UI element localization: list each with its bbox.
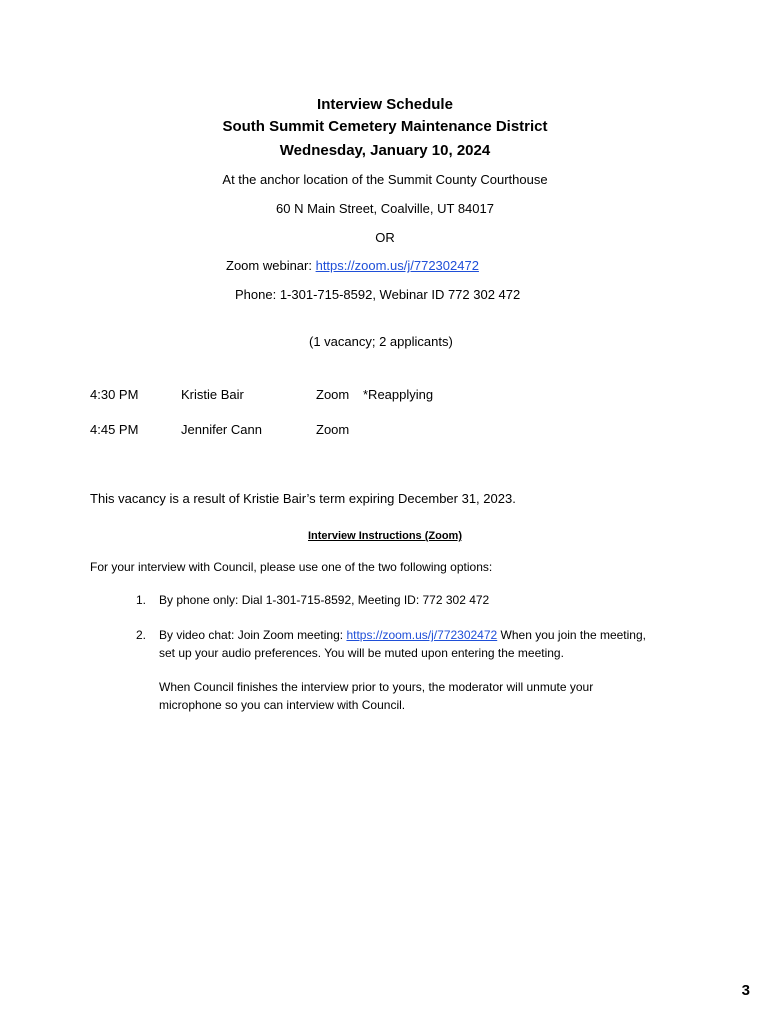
instructions-heading: Interview Instructions (Zoom) [307,530,462,542]
list-item-number: 1. [136,593,147,607]
schedule-method: Zoom [316,422,350,437]
list-item-video-option [159,626,649,662]
moderator-note: When Council finishes the interview prior to yours, the moderator will unmute your microphone so you can interview with Council. [159,680,594,712]
schedule-applicant: Jennifer Cann [181,422,262,437]
or-separator: OR [375,230,395,245]
schedule-time: 4:30 PM [90,387,139,402]
schedule-method: Zoom [316,387,350,402]
page-number: 3 [741,982,750,999]
district-name: South Summit Cemetery Maintenance District [222,118,548,135]
vacancy-summary: (1 vacancy; 2 applicants) [309,334,453,349]
zoom-webinar-link[interactable]: https://zoom.us/j/772302472 [315,258,479,273]
interview-date: Wednesday, January 10, 2024 [279,142,491,159]
list-item-number: 2. [136,628,147,642]
video-option-prefix: By video chat: Join Zoom meeting: [159,628,347,642]
zoom-meeting-link[interactable]: https://zoom.us/j/772302472 [346,628,498,642]
schedule-note: *Reapplying [363,387,434,402]
zoom-webinar-label: Zoom webinar: [226,258,316,273]
vacancy-note: This vacancy is a result of Kristie Bair’s term expiring December 31, 2023. [90,491,516,506]
video-option-suffix: When you join the meeting, set up your audio preferences. You will be muted upon entering the meeting. [159,628,646,660]
phone-webinar-id: Phone: 1-301-715-8592, Webinar ID 772 302 472 [235,287,521,302]
instructions-intro: For your interview with Council, please use one of the two following options: [90,560,493,574]
zoom-webinar-line [226,258,479,273]
schedule-applicant: Kristie Bair [181,387,244,402]
courthouse-address: 60 N Main Street, Coalville, UT 84017 [276,201,494,216]
anchor-location: At the anchor location of the Summit County Courthouse [222,172,548,187]
list-item-phone-option: By phone only: Dial 1-301-715-8592, Meeting ID: 772 302 472 [159,593,490,607]
schedule-time: 4:45 PM [90,422,139,437]
document-title: Interview Schedule [317,96,453,113]
instructions-heading-wrap [0,526,770,544]
